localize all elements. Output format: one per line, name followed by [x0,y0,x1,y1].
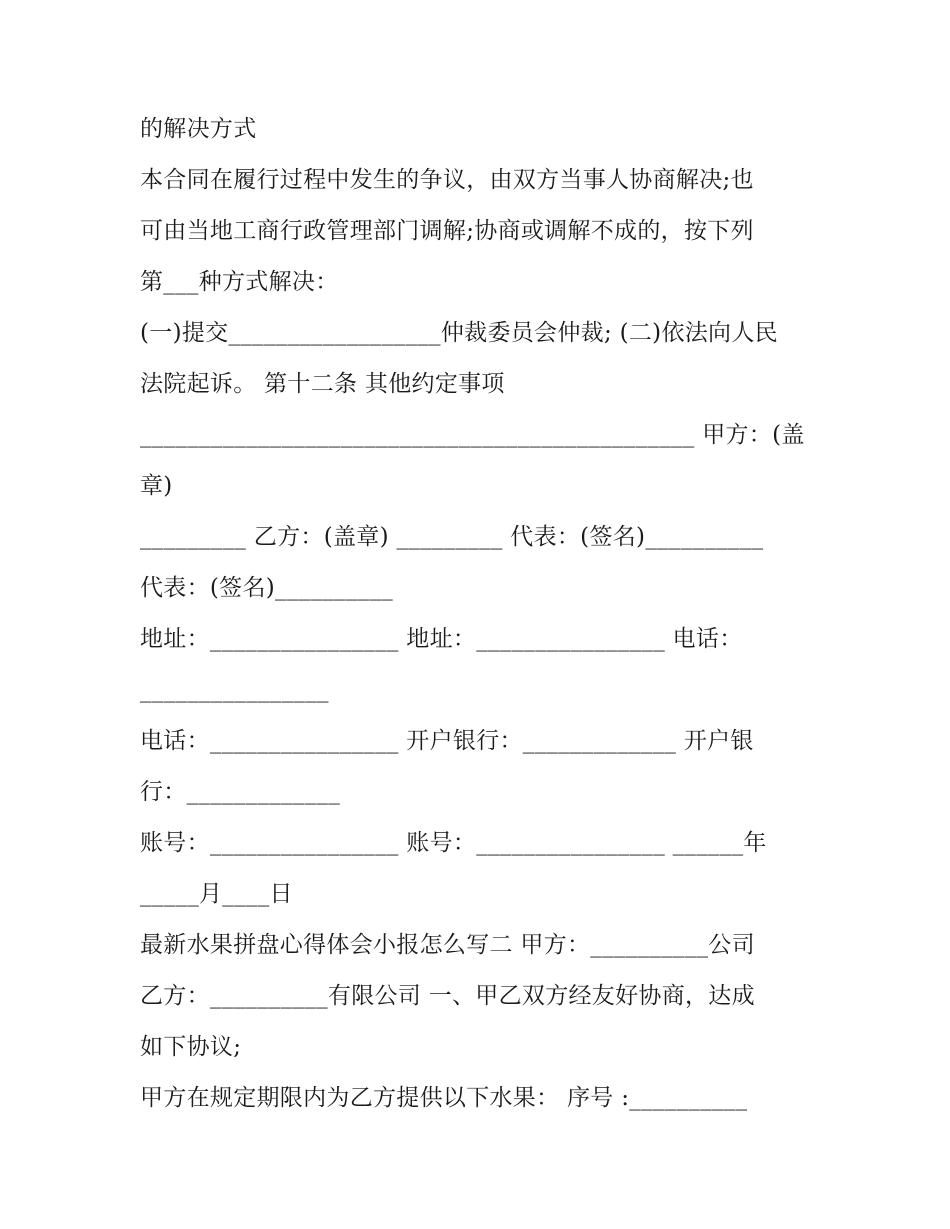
text-line: (一)提交__________________仲裁委员会仲裁; (二)依法向人民 [140,320,778,346]
text-line: _____月____日 [140,881,293,907]
text-line: _________ 乙方：(盖章) _________ 代表：(签名)__________ [140,524,764,550]
text-line: 代表：(签名)__________ [140,575,394,601]
text-line: 电话：________________ 开户银行：_____________ 开户银 [140,728,754,754]
text-line: 行：_____________ [140,779,340,805]
text-line: 第___种方式解决： [140,269,339,295]
text-line: 甲方在规定期限内为乙方提供以下水果： 序号 :__________ [140,1085,748,1111]
document-body [140,104,820,1124]
text-line: 的解决方式 [140,116,257,142]
text-line: 法院起诉。 第十二条 其他约定事项 [140,371,505,397]
text-line: 可由当地工商行政管理部门调解;协商或调解不成的，按下列 [140,218,754,244]
text-line: ________________ [140,677,329,703]
text-line: _______________________________________________ 甲方：(盖 [140,422,805,448]
text-line: 章) [140,473,173,499]
text-line: 账号：________________ 账号：________________ ______年 [140,830,767,856]
text-line: 如下协议; [140,1034,242,1060]
text-line: 本合同在履行过程中发生的争议，由双方当事人协商解决;也 [140,167,754,193]
text-line: 最新水果拼盘心得体会小报怎么写二 甲方：__________公司 [140,932,755,958]
text-line: 乙方：__________有限公司 一、甲乙双方经友好协商，达成 [140,983,755,1009]
text-line: 地址：________________ 地址：________________ 电话： [140,626,743,652]
